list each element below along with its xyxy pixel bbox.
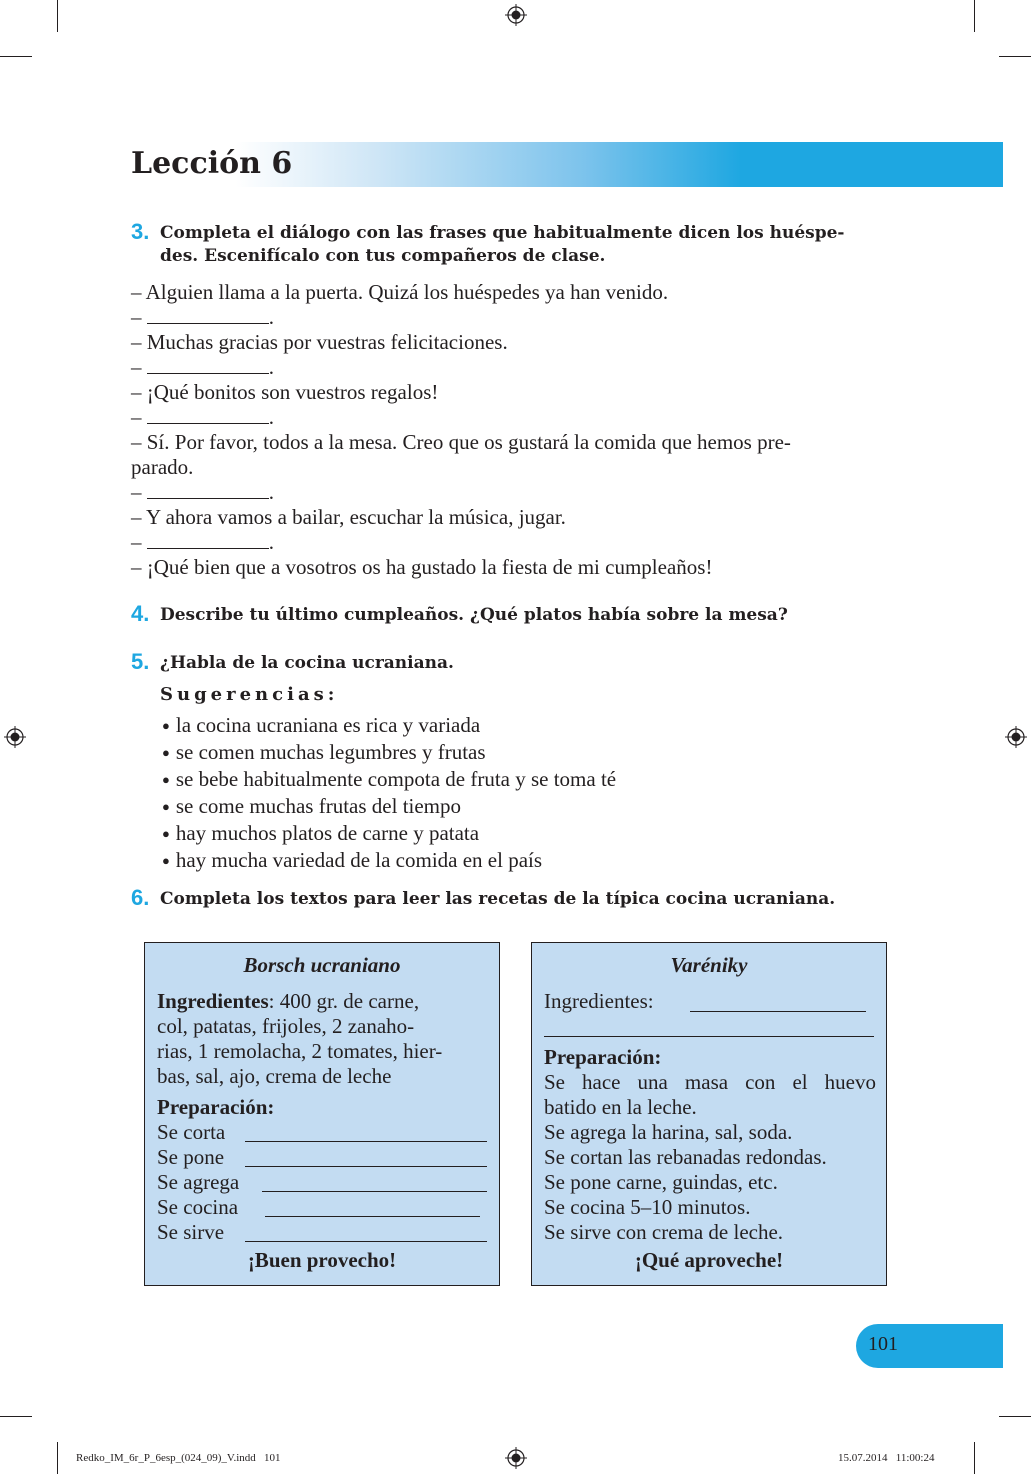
recipe-footer: ¡Buen provecho! [247,1248,397,1272]
preparation-step: Se cocina 5–10 minutos. [544,1195,751,1219]
dash: – [131,530,147,554]
ingredients-text: : 400 gr. de carne, [268,989,420,1013]
dialogue-blank-line: – . [131,405,274,429]
crop-mark [0,56,32,57]
list-item: ● se bebe habitualmente compota de fruta y se toma té [162,767,616,794]
crop-mark [0,1416,32,1417]
exercise-3-instruction [160,222,844,268]
preparation-step: Se sirve con crema de leche. [544,1220,784,1244]
blank-field[interactable] [147,305,269,324]
blank-field[interactable] [262,1191,487,1192]
recipe-footer: ¡Qué aproveche! [634,1248,784,1272]
crop-mark [999,1416,1031,1417]
ingredients-label: Ingredientes [157,989,269,1013]
registration-mark-icon [505,4,527,26]
dash: – [131,480,147,504]
preparation-step: Se pone [157,1145,225,1169]
lesson-title: Lección 6 [131,146,293,181]
preparation-step: Se pone carne, guindas, etc. [544,1170,778,1194]
page-number: 101 [868,1333,898,1355]
suggestions-list [162,713,616,875]
ingredients-label: Ingredientes: [544,989,654,1013]
exercise-5-instruction: ¿Habla de la cocina ucraniana. [160,653,454,673]
list-item: ● hay muchos platos de carne y patata [162,821,616,848]
recipe-title: Borsch ucraniano [243,953,401,977]
crop-mark [57,0,58,32]
preparation-step: Se agrega la harina, sal, soda. [544,1120,793,1144]
instruction-line: Completa el diálogo con las frases que habitualmente dicen los huéspe- [160,223,845,243]
dialogue-line: – Alguien llama a la puerta. Quizá los huéspedes ya han venido. [131,280,669,304]
dash: – [131,355,147,379]
dialogue-blank-line: – . [131,480,274,504]
preparation-step: Se corta [157,1120,226,1144]
dialogue-blank-line: – . [131,355,274,379]
blank-field[interactable] [245,1241,487,1242]
preparation-step: Se cocina [157,1195,239,1219]
blank-field[interactable] [245,1141,487,1142]
dialogue-line: – Muchas gracias por vuestras felicitaciones. [131,330,508,354]
blank-field[interactable] [544,1036,874,1037]
suggestions-label: Sugerencias: [160,684,339,705]
preparation-step: Se cortan las rebanadas redondas. [544,1145,827,1169]
ingredients-line: bas, sal, ajo, crema de leche [157,1064,392,1088]
blank-field[interactable] [690,1011,866,1012]
crop-mark [999,56,1031,57]
slug-datetime: 15.07.2014 11:00:24 [838,1452,935,1464]
slug-filename: Redko_IM_6r_P_6esp_(024_09)_V.indd 101 [76,1452,281,1464]
exercise-5-number: 5. [131,649,150,674]
blank-field[interactable] [245,1166,487,1167]
preparation-label: Preparación: [544,1045,662,1069]
exercise-4-instruction: Describe tu último cumpleaños. ¿Qué platos había sobre la mesa? [160,605,788,625]
recipe-title: Varéniky [670,953,748,977]
preparation-step: Se sirve [157,1220,225,1244]
recipe-box-borsch [144,942,500,1286]
list-item: ● hay mucha variedad de la comida en el país [162,848,616,875]
preparation-label: Preparación: [157,1095,275,1119]
dialogue-line: – ¡Qué bonitos son vuestros regalos! [131,380,439,404]
dialogue-line: – Sí. Por favor, todos a la mesa. Creo que os gustará la comida que hemos pre- [131,430,791,454]
exercise-3-number: 3. [131,219,150,244]
ingredients-line: col, patatas, frijoles, 2 zanaho- [157,1014,415,1038]
registration-mark-icon [505,1447,527,1469]
dialogue-line: – ¡Qué bien que a vosotros os ha gustado la fiesta de mi cumpleaños! [131,555,713,579]
blank-field[interactable] [147,530,269,549]
dialogue-blank-line: – . [131,305,274,329]
blank-field[interactable] [147,480,269,499]
list-item: ● se come muchas frutas del tiempo [162,794,616,821]
dialogue-blank-line: – . [131,530,274,554]
dash: – [131,305,147,329]
registration-mark-icon [4,726,26,748]
registration-mark-icon [1005,726,1027,748]
exercise-6-instruction: Completa los textos para leer las recetas de la típica cocina ucraniana. [160,889,836,909]
preparation-step: Se agrega [157,1170,240,1194]
blank-field[interactable] [147,355,269,374]
crop-mark [974,0,975,32]
list-item: ● se comen muchas legumbres y frutas [162,740,616,767]
exercise-4-number: 4. [131,601,150,626]
dialogue-line: parado. [131,455,194,479]
dialogue-line: – Y ahora vamos a bailar, escuchar la música, jugar. [131,505,566,529]
crop-mark [974,1442,975,1474]
blank-field[interactable] [147,405,269,424]
crop-mark [57,1442,58,1474]
list-item: ● la cocina ucraniana es rica y variada [162,713,616,740]
recipe-box-vareniky [531,942,887,1286]
ingredients-line: rias, 1 remolacha, 2 tomates, hier- [157,1039,443,1063]
dash: – [131,405,147,429]
instruction-line: des. Escenifícalo con tus compañeros de clase. [160,246,606,266]
preparation-step: batido en la leche. [544,1095,697,1119]
exercise-6-number: 6. [131,885,150,910]
blank-field[interactable] [265,1216,480,1217]
preparation-step: Se hace una masa con el huevo [544,1070,876,1094]
ingredients-line [157,989,419,1014]
